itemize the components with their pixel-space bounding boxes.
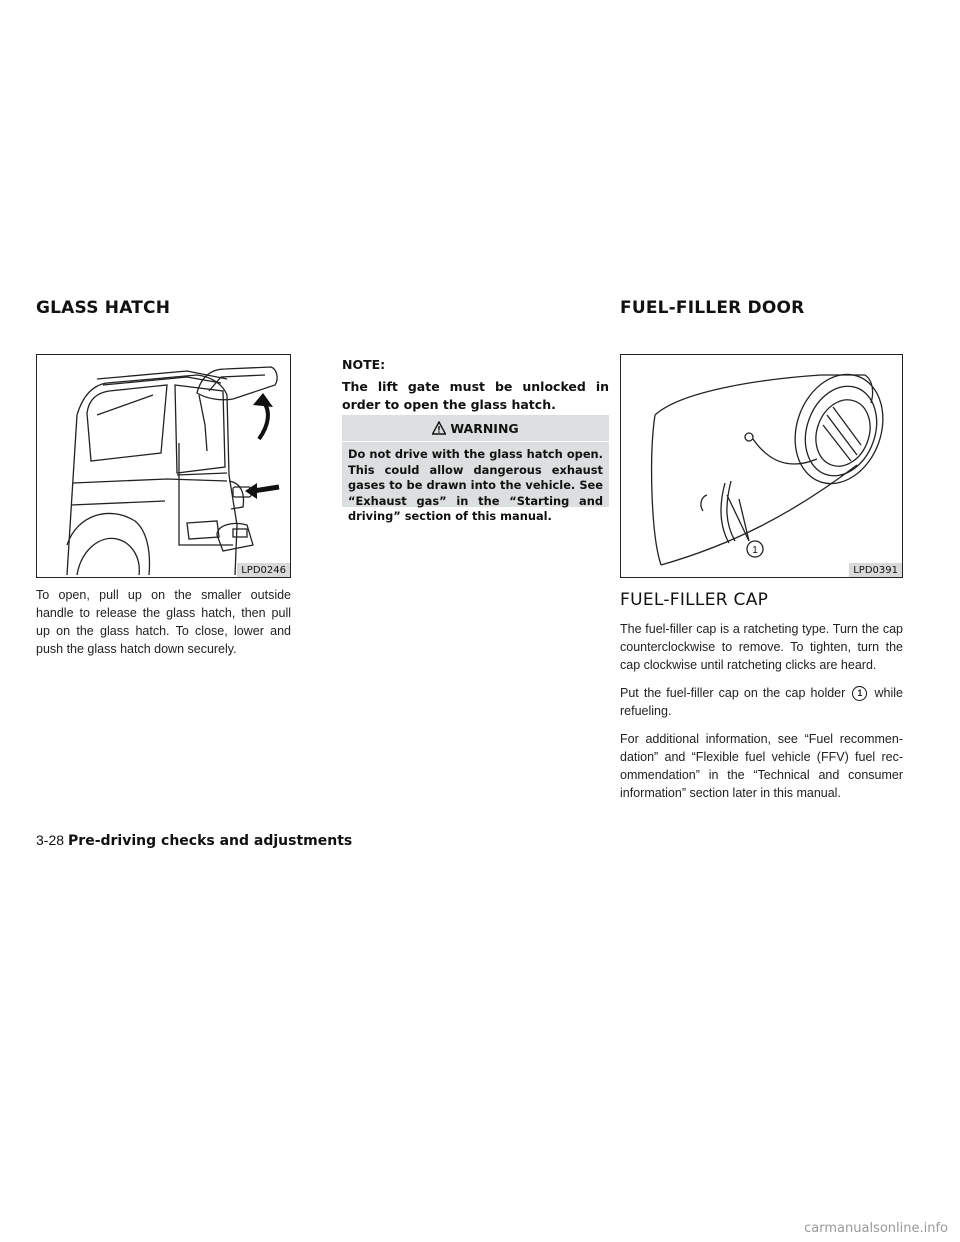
fuel-cap-paragraph-1: The fuel-filler cap is a ratcheting type. Turn the cap counterclockwise to remove. To tighten, turn the cap clockwise until ratcheting clicks are heard. [620, 622, 903, 672]
warning-box [342, 415, 609, 523]
glass-hatch-figure [36, 354, 291, 578]
fuel-cap-paragraph-2-end: while refueling. [620, 686, 903, 718]
fuel-filler-cap-heading: FUEL-FILLER CAP [620, 590, 769, 610]
figure-code-right: LPD0391 [849, 563, 902, 577]
fuel-cap-paragraph-3: For additional information, see “Fuel recommen-dation” and “Flexible fuel vehicle (FFV) fuel rec-ommendation” in the “Technical and consumer information” section later in this manual. [620, 732, 903, 800]
page-footer [36, 832, 352, 849]
warning-triangle-icon [432, 421, 446, 435]
warning-title: WARNING [450, 420, 519, 436]
watermark: carmanualsonline.info [804, 1221, 948, 1236]
figure-code-left: LPD0246 [237, 563, 290, 577]
page-number: 3-28 [36, 832, 65, 848]
fuel-filler-figure [620, 354, 903, 578]
section-heading-glass-hatch: GLASS HATCH [36, 298, 171, 318]
vehicle-rear-illustration [37, 355, 289, 576]
fuel-cap-paragraph-2-start: Put the fuel-filler cap on the cap holder [620, 686, 846, 700]
callout-1-icon: 1 [852, 686, 867, 701]
note-text: The lift gate must be unlocked in order to open the glass hatch. [342, 379, 609, 412]
callout-number: 1 [752, 545, 758, 556]
fuel-cap-paragraph-2 [620, 684, 903, 720]
warning-text: Do not drive with the glass hatch open. This could allow dangerous exhaust gases to be drawn into the vehicle. See “Exhaust gas” in the “Starting and driving” section of this manual. [348, 447, 603, 523]
footer-section-title: Pre-driving checks and adjustments [68, 833, 353, 849]
note-heading: NOTE: [342, 357, 386, 372]
warning-title-bar [342, 415, 609, 442]
section-heading-fuel-filler-door: FUEL-FILLER DOOR [620, 298, 805, 318]
fuel-filler-cap-illustration [621, 355, 901, 576]
glass-hatch-instructions: To open, pull up on the smaller outside handle to release the glass hatch, then pull up on the glass hatch. To close, lower and push the glass hatch down securely. [36, 588, 291, 656]
